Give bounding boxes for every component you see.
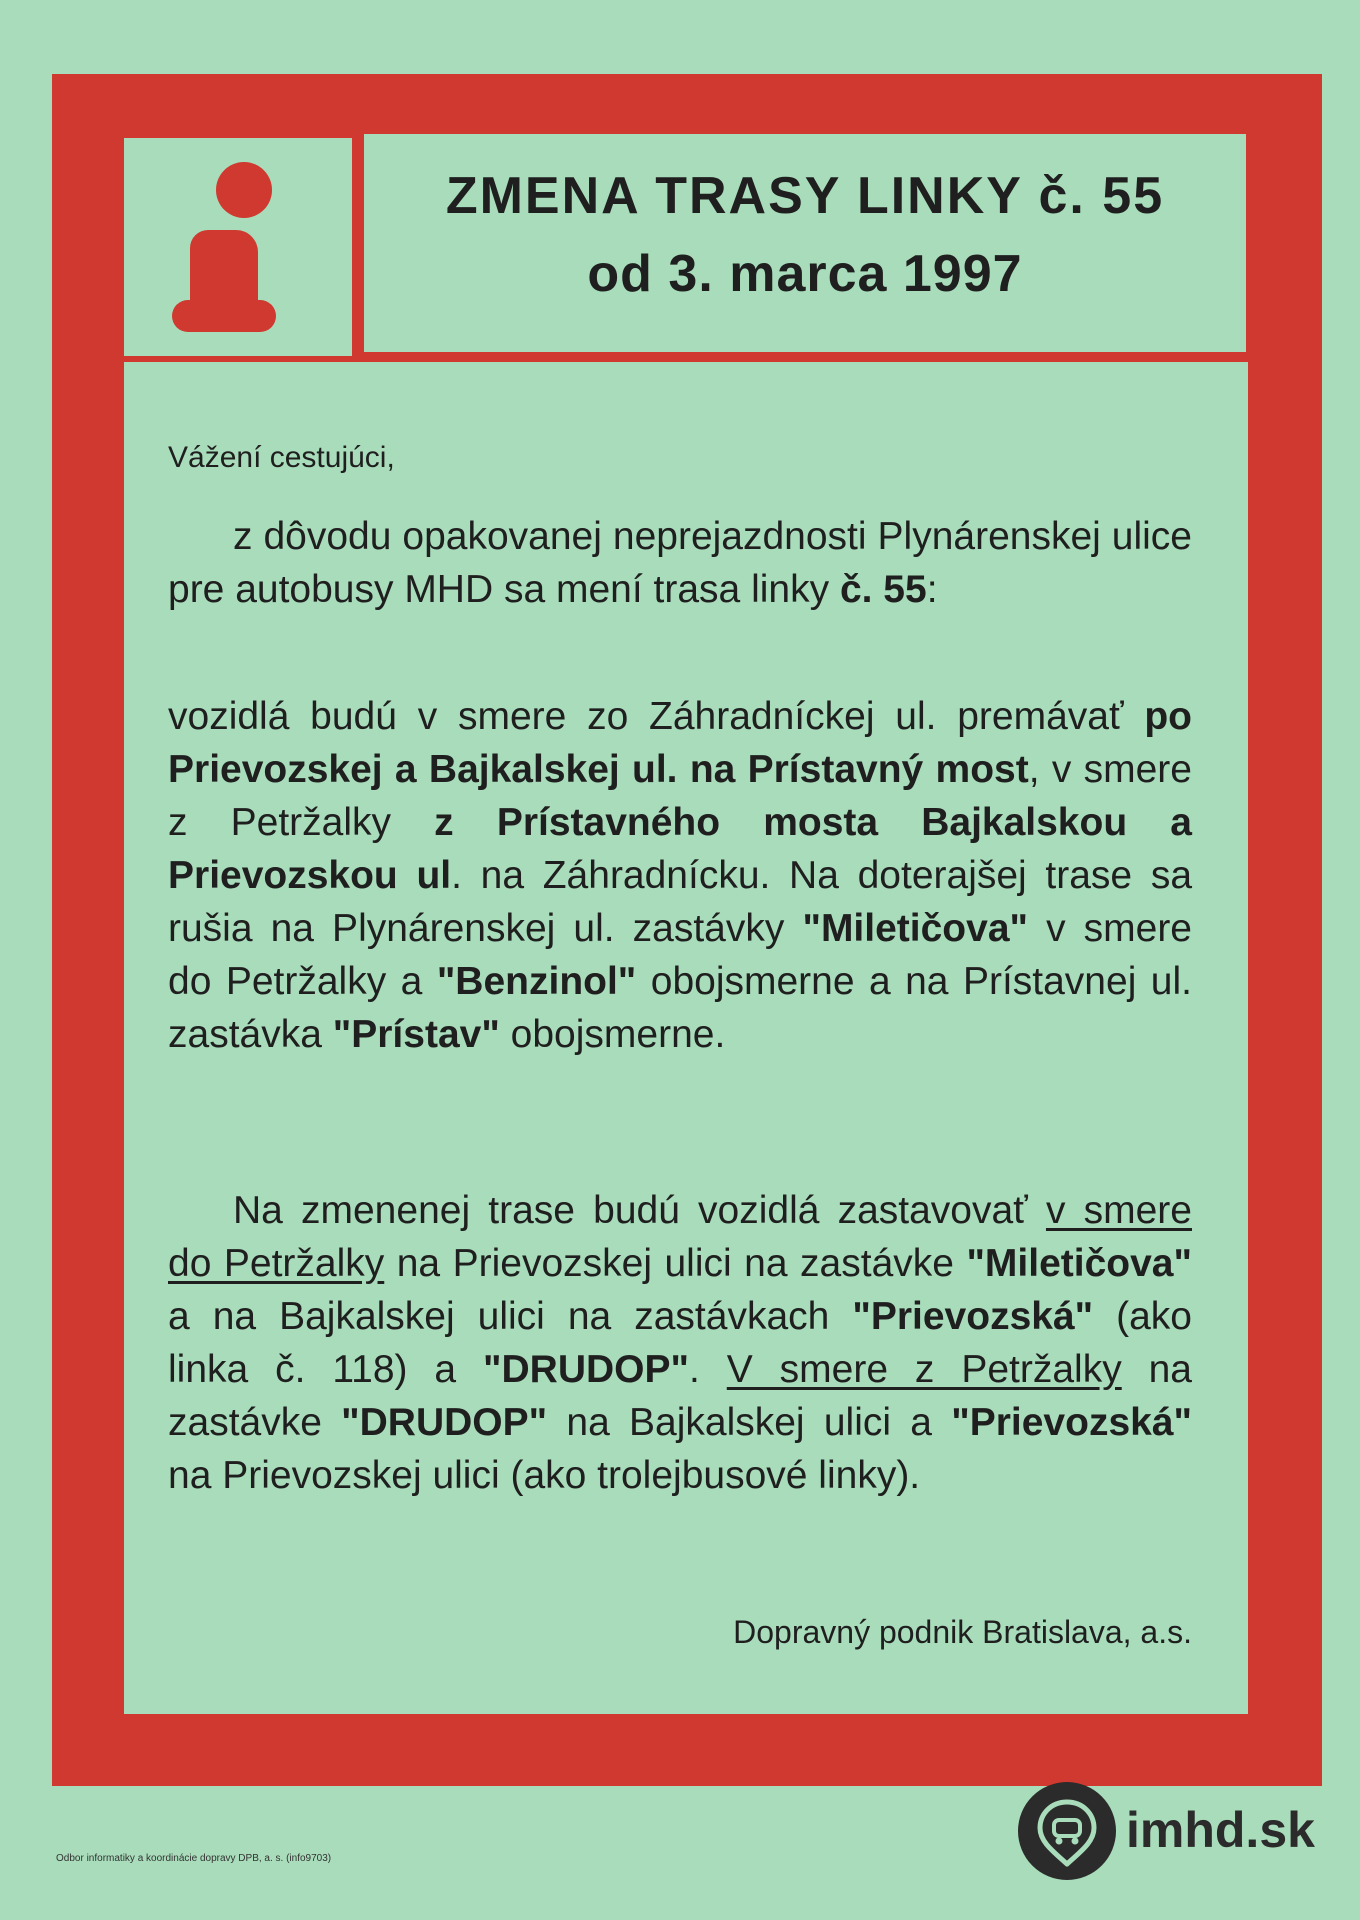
greeting: Vážení cestujúci, xyxy=(168,441,395,474)
p2-b1: po Prievozskej a Bajkalskej ul. na Prístavný most xyxy=(168,695,1192,791)
p2-t2: , v smere z Petržalky xyxy=(168,748,1192,844)
footnote: Odbor informatiky a koordinácie dopravy DPB, a. s. (info9703) xyxy=(56,1853,332,1864)
paragraph-reason xyxy=(168,510,1192,616)
p3-t7: na Bajkalskej ulici a xyxy=(547,1401,952,1444)
p3-b2: "Prievozská" xyxy=(852,1295,1094,1338)
p3-t6: na zastávke xyxy=(168,1348,1193,1444)
p1-line-number: č. 55 xyxy=(839,568,927,611)
p1-text2: : xyxy=(926,568,938,611)
notice-title: ZMENA TRASY LINKY č. 55 xyxy=(445,167,1165,225)
p3-t3: a na Bajkalskej ulici na zastávkach xyxy=(168,1295,853,1338)
imhd-logo-text[interactable]: imhd.sk xyxy=(1126,1802,1315,1858)
p3-u1: v smere do Petržalky xyxy=(168,1189,1192,1285)
p2-b4: "Benzinol" xyxy=(436,960,637,1003)
p2-t6: obojsmerne. xyxy=(499,1013,726,1056)
title-box xyxy=(364,134,1246,352)
p2-b5: "Prístav" xyxy=(332,1013,500,1056)
p2-t1: vozidlá budú v smere zo Záhradníckej ul. premávať xyxy=(168,695,1145,738)
info-icon-base xyxy=(172,300,276,332)
imhd-logo-glyph xyxy=(1018,1782,1116,1880)
p2-b2: z Prístavného mosta Bajkalskou a Prievozskou ul xyxy=(168,801,1192,897)
info-icon-box xyxy=(124,138,352,356)
paragraph-stops xyxy=(168,1184,1192,1502)
p3-b1: "Miletičova" xyxy=(966,1242,1192,1285)
p3-t8: na Prievozskej ulici (ako trolejbusové linky). xyxy=(168,1454,921,1497)
signature: Dopravný podnik Bratislava, a.s. xyxy=(733,1614,1192,1650)
p2-b3: "Miletičova" xyxy=(802,907,1028,950)
imhd-logo-icon[interactable] xyxy=(1018,1782,1116,1880)
p3-b3: "DRUDOP" xyxy=(483,1348,690,1391)
notice-date: od 3. marca 1997 xyxy=(587,245,1023,303)
p3-u2: V smere z Petržalky xyxy=(726,1348,1122,1391)
notice-body xyxy=(124,362,1248,1714)
p3-b5: "Prievozská" xyxy=(951,1401,1192,1444)
p2-t4: v smere do Petržalky a xyxy=(168,907,1192,1003)
p2-t5: obojsmerne a na Prístavnej ul. zastávka xyxy=(168,960,1192,1056)
p3-t1: Na zmenenej trase budú vozidlá zastavovať xyxy=(233,1189,1046,1232)
p3-t2: na Prievozskej ulici na zastávke xyxy=(384,1242,967,1285)
p1-text1: z dôvodu opakovanej neprejazdnosti Plynárenskej ulice pre autobusy MHD sa mení trasa linky xyxy=(168,515,1192,611)
p3-b4: "DRUDOP" xyxy=(341,1401,548,1444)
paragraph-route xyxy=(168,690,1192,1061)
p2-t3: . na Záhradnícku. Na doterajšej trase sa rušia na Plynárenskej ul. zastávky xyxy=(168,854,1193,950)
p3-t5: . xyxy=(689,1348,727,1391)
p3-t4: (ako linka č. 118) a xyxy=(168,1295,1192,1391)
info-icon-dot xyxy=(216,162,272,218)
